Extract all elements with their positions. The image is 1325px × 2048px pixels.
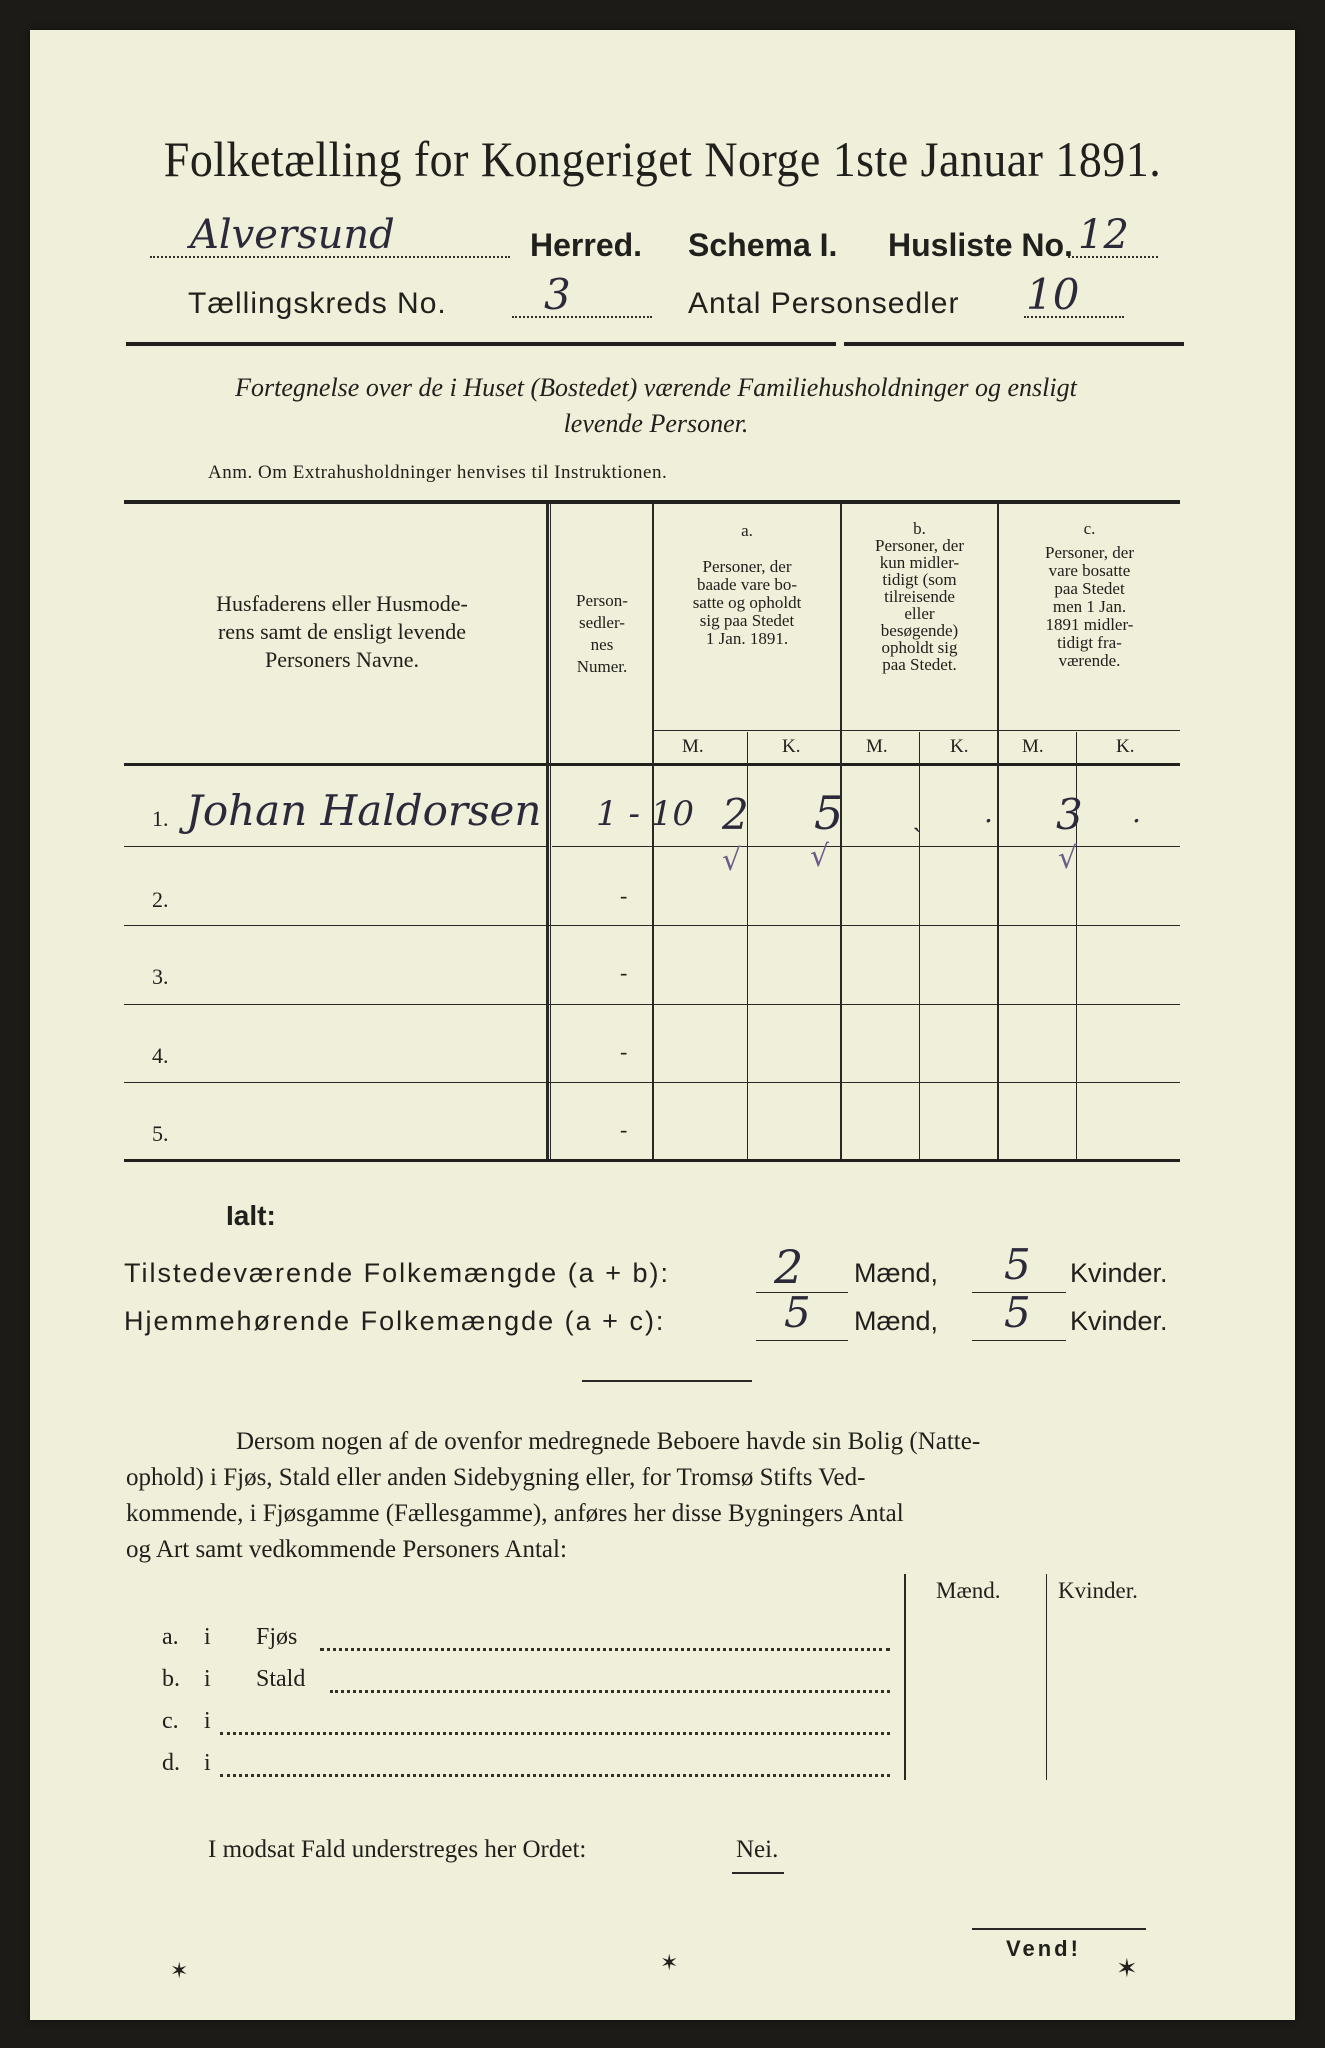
vend-rule xyxy=(972,1928,1146,1930)
row-sedler: - xyxy=(620,1039,628,1064)
row-c-m: 3 xyxy=(1056,790,1083,839)
intro-text xyxy=(126,370,1186,442)
table-bottom-rule xyxy=(124,1159,1180,1162)
col-header-a-letter: a. xyxy=(741,521,753,540)
schema-label: Schema I. xyxy=(688,227,838,263)
registration-mark-icon: ✶ xyxy=(660,1950,679,1975)
bolig-item-dots xyxy=(330,1690,890,1693)
col-header-num-line: nes xyxy=(590,635,614,654)
hjemme-kvinder-label: Kvinder. xyxy=(1070,1306,1168,1336)
husliste-value: 12 xyxy=(1078,212,1129,258)
col-header-c-line: værende. xyxy=(1058,651,1121,670)
bolig-item xyxy=(130,1750,900,1790)
bolig-line-2: ophold) i Fjøs, Stald eller anden Sidebygning eller, for Tromsø Stifts Ved- xyxy=(126,1464,866,1491)
row-number: 3. xyxy=(152,964,169,989)
row-b-m: ˎ xyxy=(912,800,922,833)
row-a-m: 2 xyxy=(722,790,749,839)
hjemme-m-line xyxy=(756,1340,848,1341)
registration-mark-icon: ✶ xyxy=(170,1958,189,1983)
row-sedler: 1 - 10 xyxy=(596,794,694,834)
col-header-c-line: paa Stedet xyxy=(1054,579,1125,598)
bolig-item-prep: i xyxy=(204,1750,211,1776)
bolig-item-letter: d. xyxy=(162,1750,180,1776)
col-header-b xyxy=(842,520,997,673)
table-row xyxy=(124,766,1180,846)
herred-label: Herred. xyxy=(530,227,643,263)
col-header-b-line: Personer, der xyxy=(874,536,964,555)
bolig-maend-header: Mænd. xyxy=(936,1578,1001,1603)
row-number: 2. xyxy=(152,887,169,912)
bolig-col-divider-1 xyxy=(904,1574,906,1780)
col-header-a-line: satte og opholdt xyxy=(692,593,802,612)
modsat-label: I modsat Fald understreges her Ordet: xyxy=(208,1836,587,1863)
col-header-name-line: Husfaderens eller Husmode- xyxy=(216,591,468,616)
col-header-c-line: 1891 midler- xyxy=(1045,615,1134,634)
col-header-num xyxy=(552,590,652,678)
table-row xyxy=(124,839,1180,925)
bolig-item-name: Fjøs xyxy=(256,1624,298,1650)
hjemme-k-line xyxy=(972,1340,1066,1341)
bolig-item-dots xyxy=(220,1732,890,1735)
intro-line-1: Fortegnelse over de i Huset (Bostedet) værende Familiehusholdninger og ensligt xyxy=(235,373,1077,402)
col-b-m-label: M. xyxy=(866,736,888,757)
bolig-kvinder-header: Kvinder. xyxy=(1058,1578,1138,1603)
table-row xyxy=(124,926,1180,1004)
bolig-item-prep: i xyxy=(204,1666,211,1692)
col-header-name xyxy=(142,590,542,674)
vend-label: Vend! xyxy=(1006,1936,1081,1961)
herred-field xyxy=(150,212,510,262)
nei-underline xyxy=(732,1872,784,1874)
col-header-b-line: eller xyxy=(904,604,935,623)
col-header-a-line: sig paa Stedet xyxy=(699,611,795,630)
form-title: Folketælling for Kongeriget Norge 1ste Januar 1891. xyxy=(163,131,1162,187)
col-header-b-line: opholdt sig xyxy=(881,638,958,657)
row-sedler: - xyxy=(620,883,628,908)
tilstede-k-value: 5 xyxy=(1004,1240,1031,1289)
col-header-name-line: rens samt de ensligt levende xyxy=(217,619,467,644)
bolig-paragraph xyxy=(126,1424,1186,1568)
hjemme-k-value: 5 xyxy=(1004,1288,1031,1337)
col-header-b-line: kun midler- xyxy=(879,553,960,572)
col-header-b-letter: b. xyxy=(913,519,926,538)
col-header-c-line: men 1 Jan. xyxy=(1052,597,1127,616)
antal-value: 10 xyxy=(1026,270,1080,319)
antal-field xyxy=(1024,270,1124,322)
kreds-value: 3 xyxy=(544,270,571,319)
bolig-item-prep: i xyxy=(204,1624,211,1650)
tilstede-maend-label: Mænd, xyxy=(854,1258,939,1288)
col-c-k-label: K. xyxy=(1116,736,1135,757)
row-a-k-check: √ xyxy=(810,839,830,874)
col-header-a xyxy=(654,522,840,648)
registration-mark-icon: ✶ xyxy=(1116,1954,1138,1983)
col-header-c-line: Personer, der xyxy=(1044,543,1134,562)
tilstede-m-value: 2 xyxy=(774,1240,804,1294)
col-a-k-label: K. xyxy=(782,736,801,757)
bolig-item xyxy=(130,1666,900,1706)
bolig-item-letter: a. xyxy=(162,1624,179,1650)
row-number: 5. xyxy=(152,1121,169,1146)
hjemme-label: Hjemmehørende Folkemængde (a + c): xyxy=(124,1306,666,1336)
husliste-label: Husliste No. xyxy=(888,227,1073,263)
census-form-sheet xyxy=(30,30,1295,2020)
bolig-item-name: Stald xyxy=(256,1666,306,1692)
col-header-num-line: sedler- xyxy=(579,613,625,632)
nei-word: Nei. xyxy=(736,1836,779,1863)
col-header-b-line: tidigt (som xyxy=(882,570,957,589)
col-a-m-label: M. xyxy=(682,736,704,757)
bolig-item-dots xyxy=(220,1774,890,1777)
col-header-b-line: paa Stedet. xyxy=(882,655,957,674)
row-c-m-check: √ xyxy=(1058,841,1078,876)
mk-top-rule xyxy=(652,730,1180,731)
intro-line-2: levende Personer. xyxy=(563,409,749,438)
bolig-line-1: Dersom nogen af de ovenfor medregnede Beboere havde sin Bolig (Natte- xyxy=(236,1428,981,1455)
bolig-item-dots xyxy=(320,1648,890,1651)
row-a-k: 5 xyxy=(814,786,844,840)
bolig-line-4: og Art samt vedkommende Personers Antal: xyxy=(126,1536,567,1563)
bolig-item xyxy=(130,1708,900,1748)
bolig-item xyxy=(130,1624,900,1664)
header-rule-left xyxy=(126,342,836,346)
col-header-a-line: 1 Jan. 1891. xyxy=(705,629,789,648)
col-header-c-line: vare bosatte xyxy=(1048,561,1131,580)
hjemme-m-value: 5 xyxy=(784,1288,811,1337)
col-header-c-line: tidigt fra- xyxy=(1057,633,1122,652)
anm-note: Anm. Om Extrahusholdninger henvises til Instruktionen. xyxy=(208,462,668,483)
row-number: 4. xyxy=(152,1043,169,1068)
col-header-c xyxy=(999,520,1180,670)
ialt-label: Ialt: xyxy=(226,1200,276,1231)
col-b-k-label: K. xyxy=(950,736,969,757)
tilstede-row xyxy=(124,1240,1194,1302)
bolig-item-prep: i xyxy=(204,1708,211,1734)
table-body xyxy=(124,766,1180,1159)
section-separator xyxy=(582,1380,752,1382)
col-header-num-line: Person- xyxy=(576,591,628,610)
antal-label: Antal Personsedler xyxy=(688,287,960,320)
hjemme-maend-label: Mænd, xyxy=(854,1306,939,1336)
col-header-a-line: baade vare bo- xyxy=(696,575,798,594)
col-header-b-line: tilreisende xyxy=(884,587,955,606)
herred-value: Alversund xyxy=(190,212,395,258)
hjemme-row xyxy=(124,1288,1194,1350)
tilstede-label: Tilstedeværende Folkemængde (a + b): xyxy=(124,1258,670,1288)
husliste-field xyxy=(1068,212,1158,262)
bolig-line-3: kommende, i Fjøsgamme (Fællesgamme), anføres her disse Bygningers Antal xyxy=(126,1500,904,1527)
row-b-k: . xyxy=(984,796,993,829)
col-header-b-line: besøgende) xyxy=(880,621,959,640)
kreds-field xyxy=(512,270,652,322)
row-number: 1. xyxy=(152,806,169,831)
bolig-item-letter: c. xyxy=(162,1708,179,1734)
header-rule-right xyxy=(844,342,1184,346)
tilstede-kvinder-label: Kvinder. xyxy=(1070,1258,1168,1288)
col-header-c-letter: c. xyxy=(1083,519,1096,538)
col-header-num-line: Numer. xyxy=(576,657,628,676)
row-sedler: - xyxy=(620,960,628,985)
col-header-a-line: Personer, der xyxy=(702,557,792,576)
row-a-m-check: √ xyxy=(722,843,742,878)
row-sedler: - xyxy=(620,1117,628,1142)
kreds-dotline xyxy=(512,316,652,318)
table-row xyxy=(124,1083,1180,1159)
col-c-m-label: M. xyxy=(1022,736,1044,757)
table-row xyxy=(124,1005,1180,1082)
kreds-label: Tællingskreds No. xyxy=(188,287,447,320)
row-name: Johan Haldorsen xyxy=(186,786,542,835)
row-c-k: . xyxy=(1132,796,1141,829)
bolig-col-divider-2 xyxy=(1046,1574,1047,1780)
bolig-item-letter: b. xyxy=(162,1666,180,1692)
col-header-name-line: Personers Navne. xyxy=(265,647,419,672)
